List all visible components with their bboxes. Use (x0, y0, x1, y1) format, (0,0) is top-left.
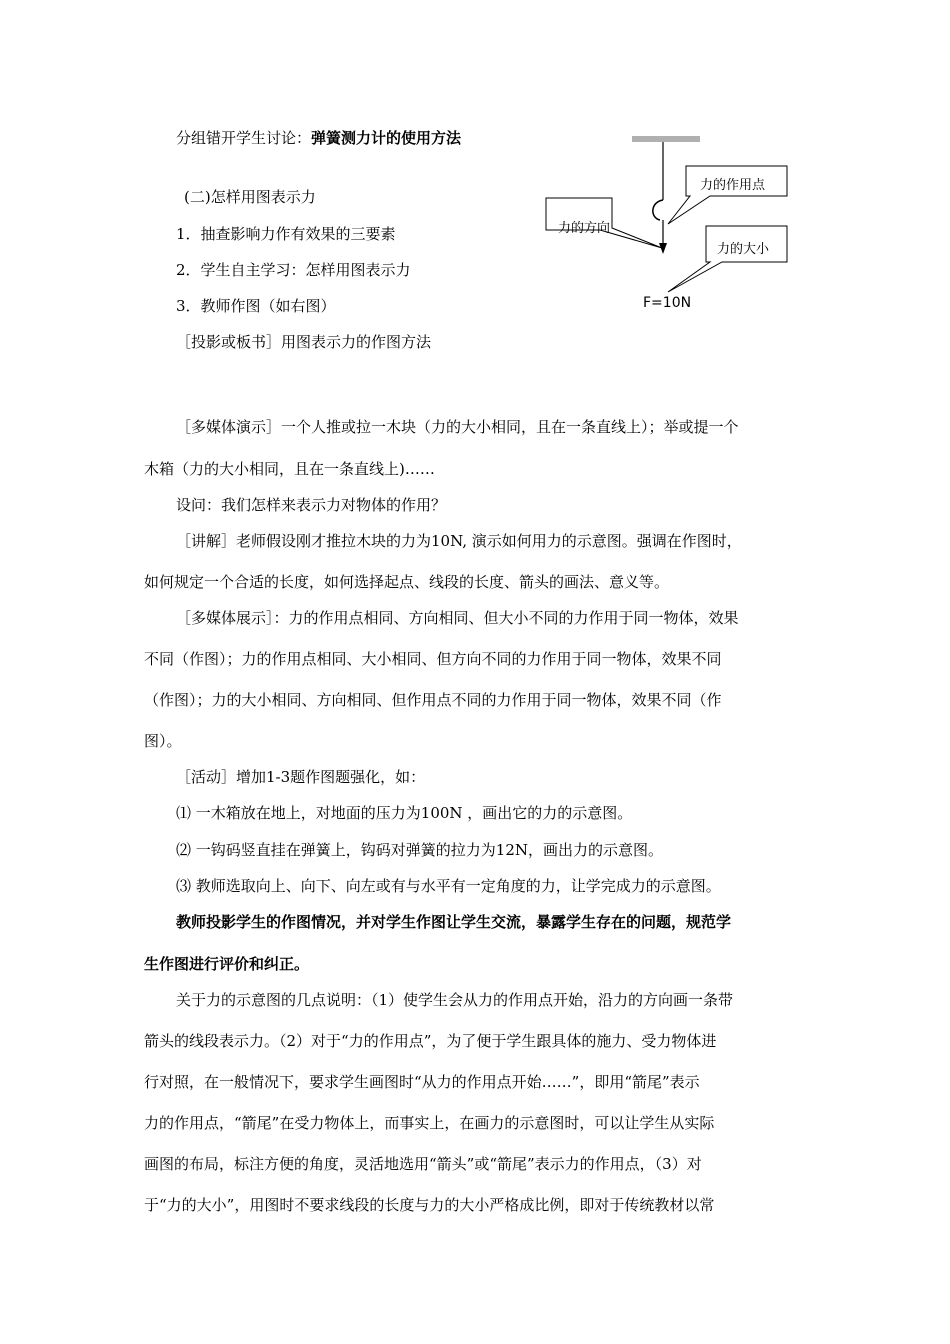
body-line: ［多媒体展示］：力的作用点相同、方向相同、但大小不同的力作用于同一物体，效果 (176, 609, 739, 627)
ceiling-bar (632, 136, 700, 142)
body-line: ⑴ 一木箱放在地上，对地面的压力为100N ，画出它的力的示意图。 (176, 804, 633, 822)
body-line: 如何规定一个合适的长度，如何选择起点、线段的长度、箭头的画法、意义等。 (144, 573, 670, 591)
hook-icon (653, 200, 663, 220)
label-direction: 力的方向 (558, 221, 611, 236)
note-line: 行对照，在一般情况下，要求学生画图时“从力的作用点开始……”，即用“箭尾”表示 (144, 1073, 700, 1091)
list-item: 1．抽查影响力作有效果的三要素 (176, 225, 396, 243)
discussion-topic: 弹簧测力计的使用方法 (311, 129, 462, 147)
label-magnitude: 力的大小 (717, 242, 770, 257)
list-item: 2．学生自主学习：怎样用图表示力 (176, 261, 411, 279)
body-line: ⑵ 一钩码竖直挂在弹簧上，钩码对弹簧的拉力为12N，画出力的示意图。 (176, 841, 663, 859)
body-line: 不同（作图）；力的作用点相同、大小相同、但方向不同的力作用于同一物体，效果不同 (144, 650, 722, 668)
body-line: 木箱（力的大小相同，且在一条直线上)…… (144, 460, 435, 478)
body-line: 图）。 (144, 732, 182, 750)
force-value: F=10N (643, 295, 692, 311)
body-line: ［讲解］老师假设刚才推拉木块的力为10N, 演示如何用力的示意图。强调在作图时， (176, 532, 742, 550)
section-title: (二)怎样用图表示力 (184, 188, 316, 206)
note-line: 力的作用点，“箭尾”在受力物体上，而事实上，在画力的示意图时，可以让学生从实际 (144, 1114, 715, 1132)
bold-line: 生作图进行评价和纠正。 (144, 955, 310, 973)
projection-line: ［投影或板书］用图表示力的作图方法 (176, 333, 432, 351)
discussion-line (176, 128, 461, 148)
note-line: 于“力的大小”，用图时不要求线段的长度与力的大小严格成比例，即对于传统教材以常 (144, 1196, 715, 1214)
bold-line: 教师投影学生的作图情况，并对学生作图让学生交流，暴露学生存在的问题，规范学 (176, 913, 732, 931)
body-line: ⑶ 教师选取向上、向下、向左或有与水平有一定角度的力，让学完成力的示意图。 (176, 877, 721, 895)
force-arrow-head (659, 243, 667, 254)
note-line: 箭头的线段表示力。（2）对于“力的作用点”，为了便于学生跟具体的施力、受力物体进 (144, 1032, 717, 1050)
list-item: 3．教师作图（如右图） (176, 297, 336, 315)
discussion-prefix: 分组错开学生讨论： (176, 129, 312, 147)
body-line: ［多媒体演示］一个人推或拉一木块（力的大小相同，且在一条直线上）；举或提一个 (176, 418, 739, 436)
body-line: （作图）；力的大小相同、方向相同、但作用点不同的力作用于同一物体，效果不同（作 (144, 691, 722, 709)
label-action-point: 力的作用点 (700, 178, 766, 193)
body-line: ［活动］增加1-3题作图题强化，如： (176, 768, 426, 786)
note-line: 画图的布局，标注方便的角度，灵活地选用“箭头”或“箭尾”表示力的作用点，（3）对 (144, 1155, 702, 1173)
note-line: 关于力的示意图的几点说明：（1）使学生会从力的作用点开始，沿力的方向画一条带 (176, 991, 734, 1009)
body-line: 设问：我们怎样来表示力对物体的作用？ (176, 496, 447, 514)
